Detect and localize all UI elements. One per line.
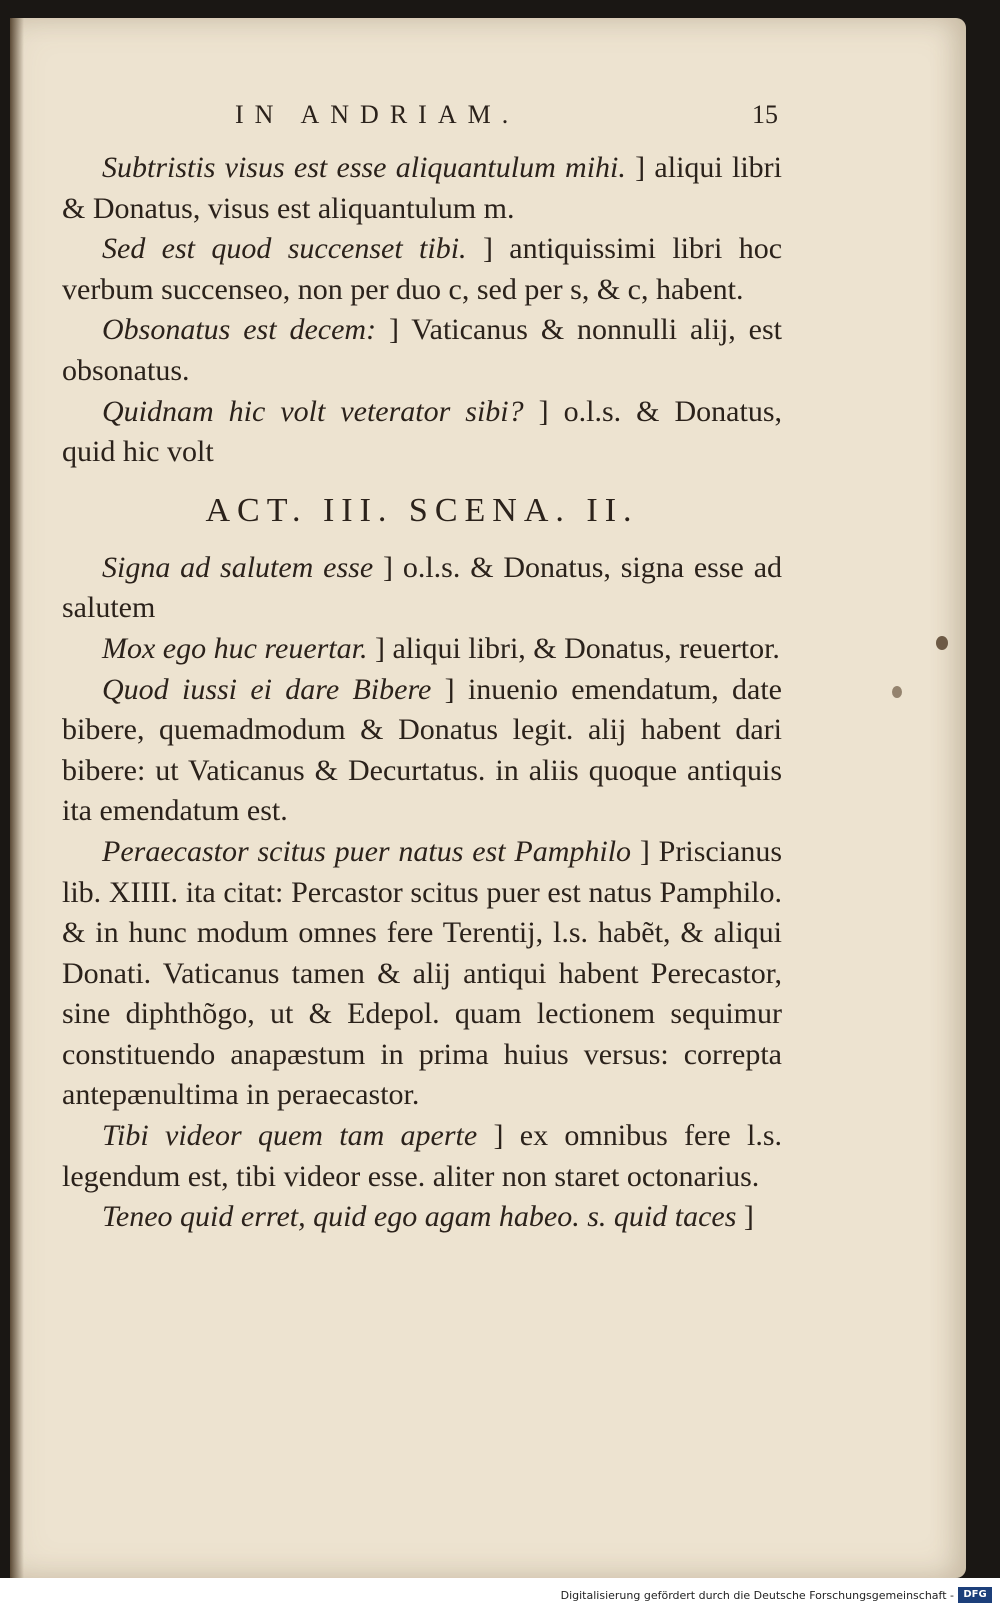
note-lemma: Signa ad salutem esse — [102, 550, 374, 584]
dfg-logo: DFG — [958, 1587, 992, 1603]
paper-stain — [892, 686, 902, 698]
commentary-note — [62, 310, 782, 391]
scene-heading: ACT. III. SCENA. II. — [205, 491, 639, 529]
commentary-note — [62, 670, 782, 832]
note-lemma: Quidnam hic volt veterator sibi? — [102, 394, 524, 428]
note-comment: ] antiquissimi libri hoc verbum succenseo, non per duo c, sed per s, & c, habent. — [62, 232, 783, 306]
page-header — [0, 100, 1000, 140]
note-comment: ] o.l.s. & Donatus, signa esse ad salutem — [62, 550, 783, 625]
page-number: 15 — [752, 100, 778, 129]
note-lemma: Mox ego huc reuertar. — [102, 631, 368, 665]
note-lemma: Teneo quid erret, quid ego agam habeo. s. quid taces — [102, 1200, 737, 1234]
note-comment: ] aliqui libri & Donatus, visus est aliquantulum m. — [62, 151, 783, 225]
note-lemma: Obsonatus est decem: — [102, 313, 377, 347]
paper-stain — [936, 636, 948, 650]
note-lemma: Subtristis visus est esse aliquantulum mihi. — [102, 151, 626, 184]
commentary-text — [62, 148, 782, 1238]
note-lemma: Peraecastor scitus puer natus est Pamphilo — [102, 834, 632, 868]
note-comment: ] ex omnibus fere l.s. legendum est, tibi videor esse. aliter non staret octonarius. — [62, 1119, 782, 1193]
note-comment: ] o.l.s. & Donatus, quid hic volt — [62, 394, 782, 469]
commentary-note — [62, 392, 782, 473]
commentary-note — [62, 1116, 782, 1197]
note-comment: ] — [743, 1200, 754, 1234]
funding-credit: Digitalisierung gefördert durch die Deutsche Forschungsgemeinschaft - — [560, 1589, 954, 1602]
note-comment: ] inuenio emendatum, date bibere, quemadmodum & Donatus legit. alij habent dari bibere: ut Vaticanus & Decurtatus. in aliis quoque antiquis ita emendatum est. — [62, 672, 782, 828]
commentary-note — [62, 548, 782, 629]
footer-bar — [0, 1578, 1000, 1614]
note-lemma: Sed est quod succenset tibi. — [102, 232, 467, 266]
note-comment: ] Priscianus lib. XIIII. ita citat: Percastor scitus puer est natus Pamphilo. & in hunc modum omnes fere Terentij, l.s. habẽt, & aliqui Donati. Vaticanus tamen & alij antiqui habent Perecastor, sine diphthõgo, ut & Edepol. quam lectionem sequimur constituendo anapæstum in prima huius versus: correpta antepænultima in peraecastor. — [62, 834, 783, 1112]
running-head: IN ANDRIAM. — [235, 100, 520, 129]
commentary-note — [62, 629, 782, 670]
note-lemma: Tibi videor quem tam aperte — [102, 1119, 478, 1153]
page-gutter — [10, 18, 24, 1578]
commentary-note — [62, 1197, 782, 1238]
commentary-note — [62, 229, 782, 310]
note-comment: ] aliqui libri, & Donatus, reuertor. — [375, 631, 780, 665]
note-lemma: Quod iussi ei dare Bibere — [102, 672, 432, 706]
commentary-note — [62, 148, 782, 229]
note-comment: ] Vaticanus & nonnulli alij, est obsonatus. — [62, 313, 782, 387]
commentary-note — [62, 832, 782, 1116]
